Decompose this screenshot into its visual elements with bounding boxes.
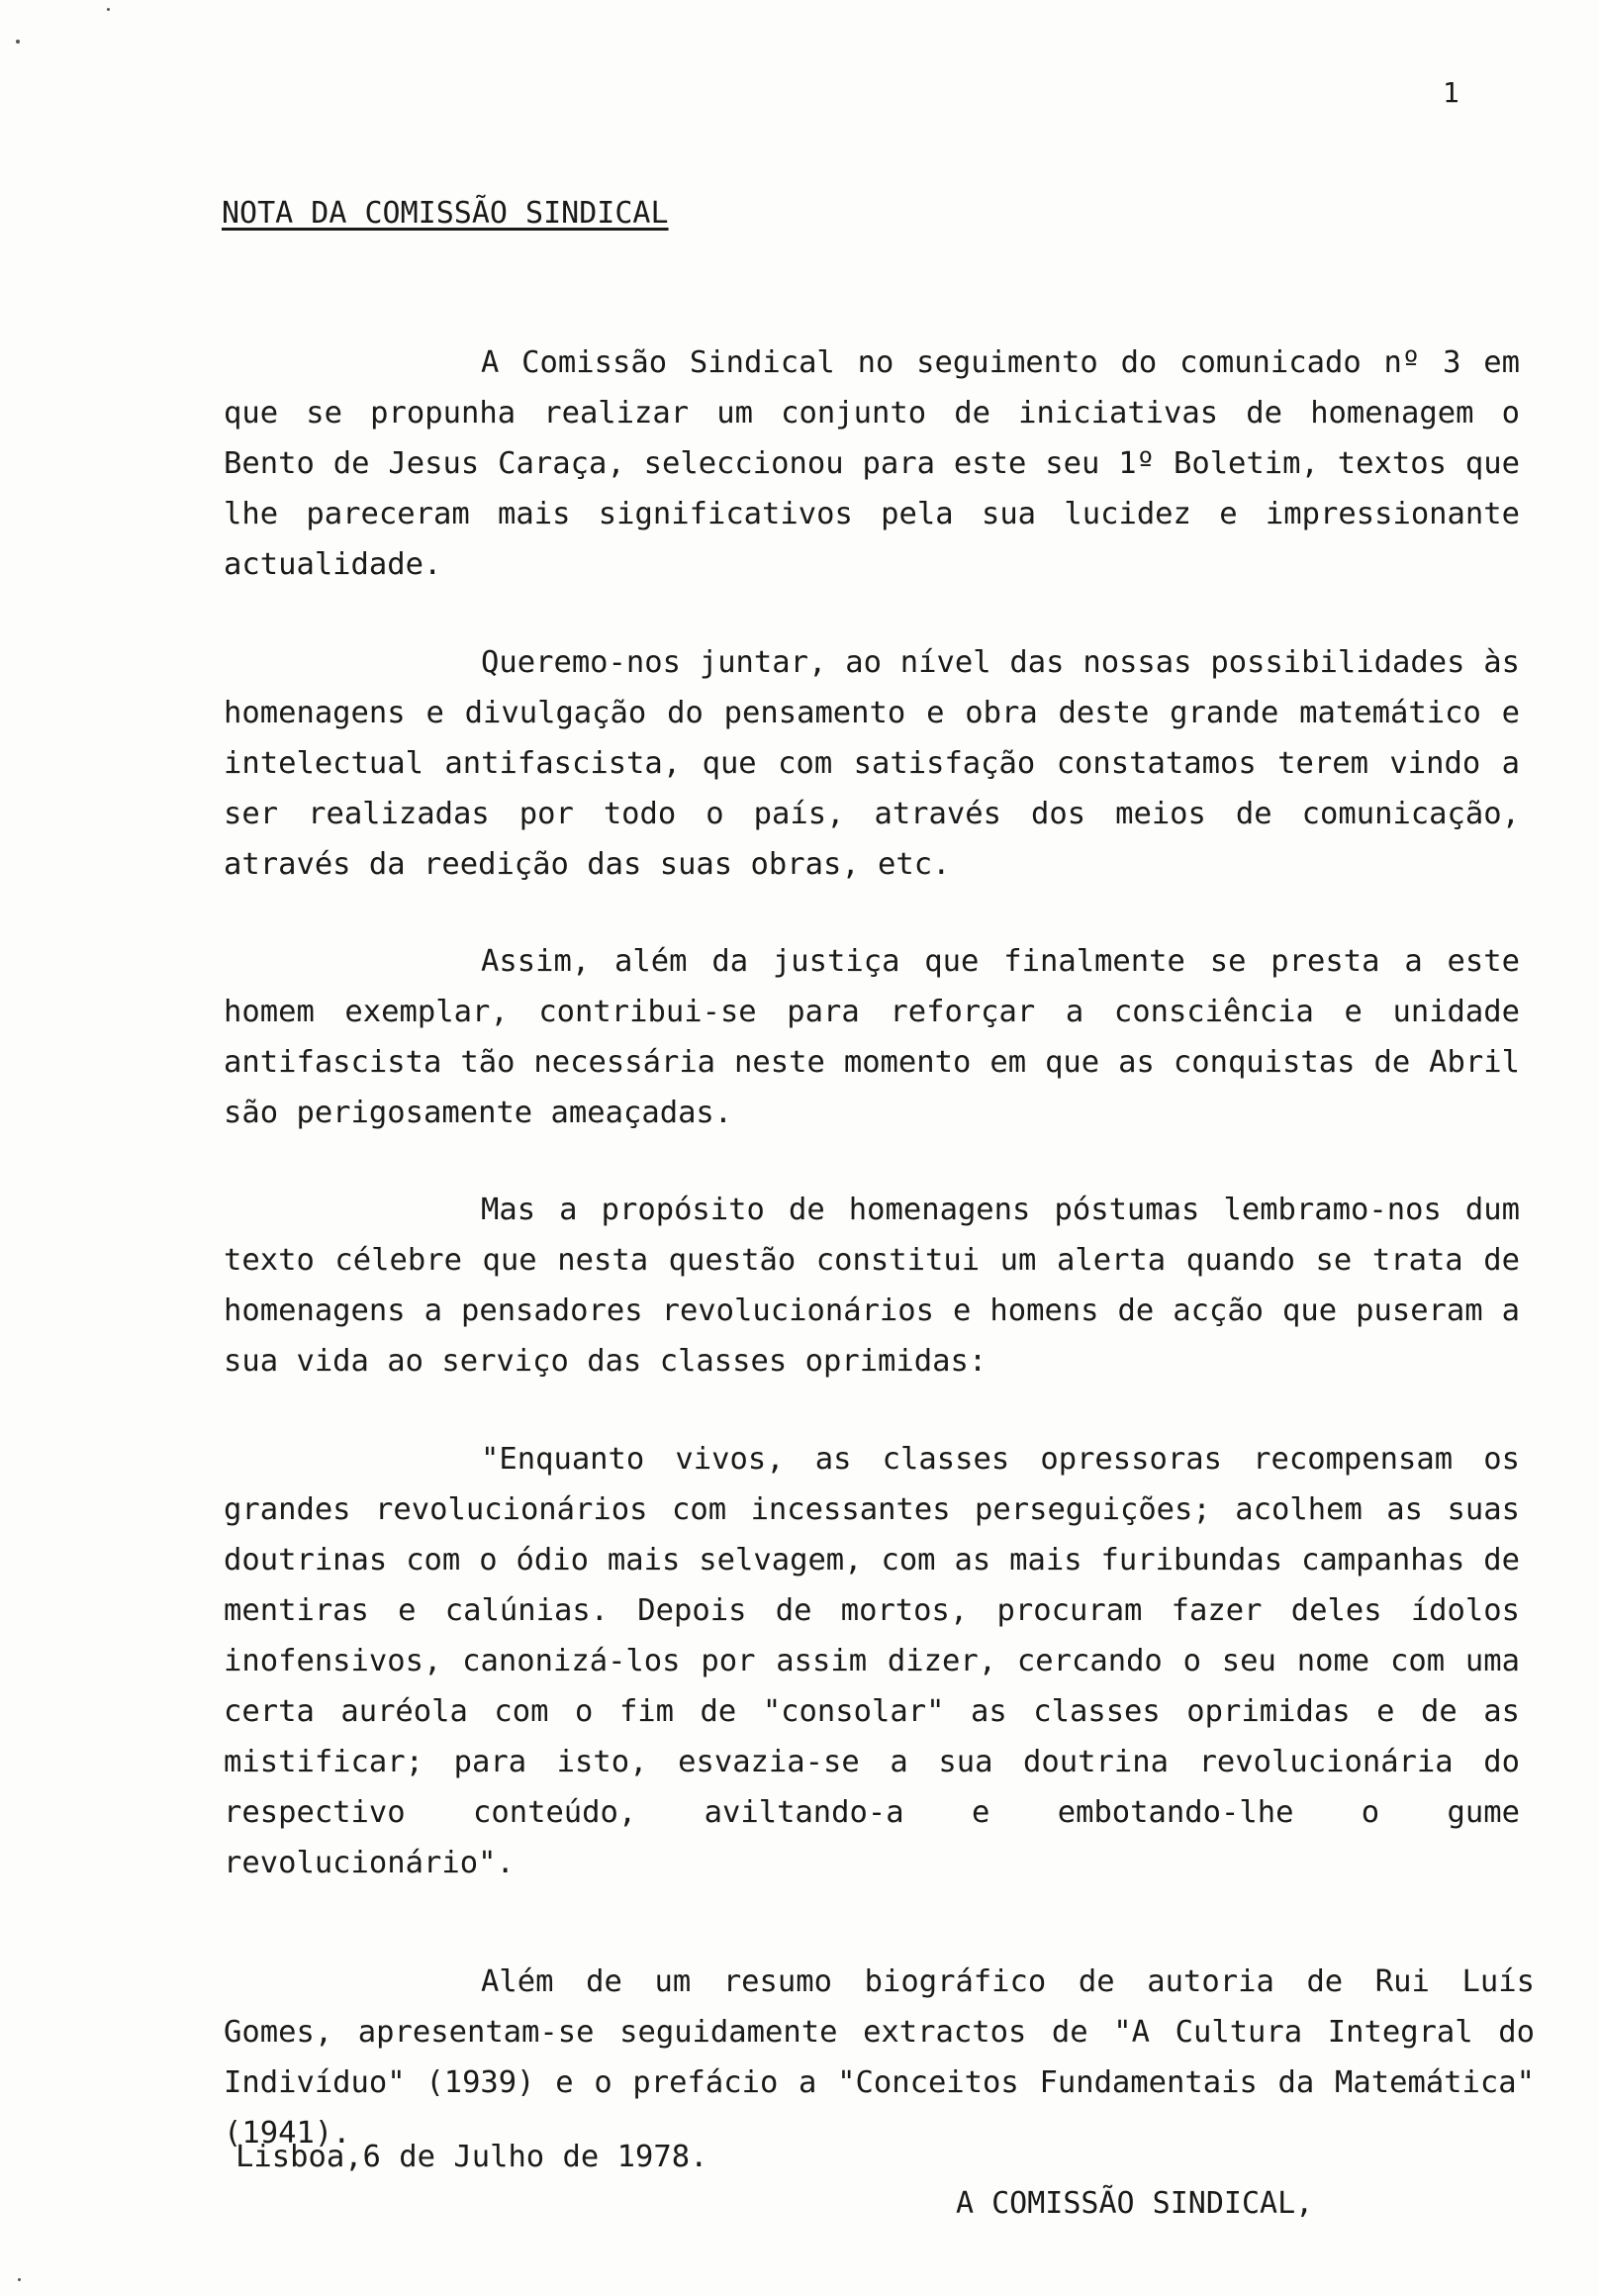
scan-speck xyxy=(18,2278,21,2281)
paragraph-posthumous: Mas a propósito de homenagens póstumas lembramo-nos dum texto célebre que nesta questão constitui um alerta quando se trata de homenagens a pensadores revolucionários e homens de acção que puseram a sua vida ao serviço das classes oprimidas: xyxy=(224,1193,1520,1379)
paragraph-intro: A Comissão Sindical no seguimento do comunicado nº 3 em que se propunha realizar um conjunto de iniciativas de homenagem o Bento de Jesus Caraça, seleccionou para este seu 1º Boletim, textos que lhe pareceram mais significativos pela sua lucidez e impressionante actualidade. xyxy=(224,345,1520,582)
document-heading: NOTA DA COMISSÃO SINDICAL xyxy=(222,196,669,231)
signature: A COMISSÃO SINDICAL, xyxy=(956,2186,1314,2221)
paragraph-contents: Além de um resumo biográfico de autoria de Rui Luís Gomes, apresentam-se seguidamente extractos de "A Cultura Integral do Indivíduo" (1939) e o prefácio a "Conceitos Fundamentais da Matemática" (1941). xyxy=(224,1964,1535,2151)
paragraph-homage: Queremo-nos juntar, ao nível das nossas possibilidades às homenagens e divulgação do pensamento e obra deste grande matemático e intelectual antifascista, que com satisfação constatamos terem vindo a ser realizadas por todo o país, através dos meios de comunicação, através da reedição das suas obras, etc. xyxy=(224,645,1520,882)
paragraph-justice: Assim, além da justiça que finalmente se presta a este homem exemplar, contribui-se para reforçar a consciência e unidade antifascista tão necessária neste momento em que as conquistas de Abril são perigosamente ameaçadas. xyxy=(224,944,1520,1130)
scan-speck xyxy=(107,8,110,11)
scan-speck xyxy=(16,40,20,44)
paragraph-quotation: "Enquanto vivos, as classes opressoras recompensam os grandes revolucionários com incessantes perseguições; acolhem as suas doutrinas com o ódio mais selvagem, com as mais furibundas campanhas de mentiras e calúnias. Depois de mortos, procuram fazer deles ídolos inofensivos, canonizá-los por assim dizer, cercando o seu nome com uma certa auréola com o fim de "consolar" as classes oprimidas e de as mistificar; para isto, esvazia-se a sua doutrina revolucionária do respectivo conteúdo, aviltando-a e embotando-lhe o gume revolucionário". xyxy=(224,1442,1520,1880)
dateline: Lisboa,6 de Julho de 1978. xyxy=(235,2140,708,2174)
page-number: 1 xyxy=(1443,76,1459,109)
